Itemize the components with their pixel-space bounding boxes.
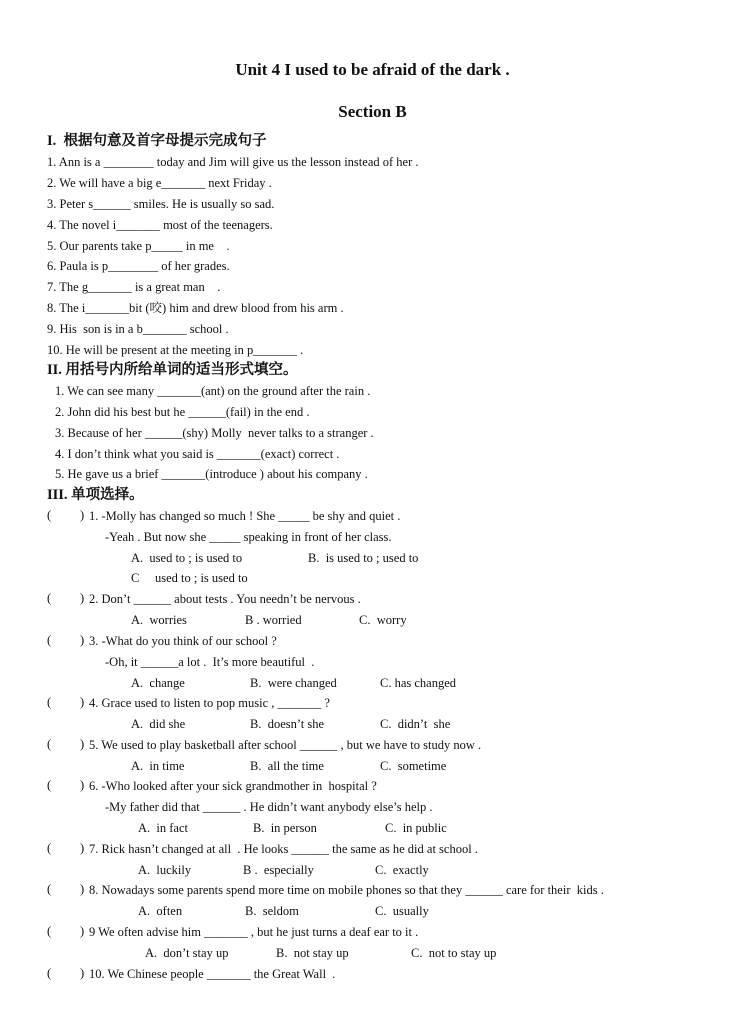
q9-option-a: A. don’t stay up (145, 946, 229, 960)
q7-option-a: A. luckily (138, 863, 192, 877)
q7-bracket-open: ( (47, 841, 52, 855)
q5-bracket-open: ( (47, 737, 52, 751)
q7-bracket-close: ) (80, 841, 85, 855)
q10-bracket-close: ) (80, 966, 85, 980)
q2-option-b: B . worried (245, 613, 302, 627)
s2-item-5: 5. He gave us a brief _______(introduce ) about his company . (55, 467, 368, 481)
q2-bracket-open: ( (47, 591, 52, 605)
section2-heading: II. 用括号内所给单词的适当形式填空。 (47, 362, 298, 378)
q4-option-b: B. doesn’t she (250, 717, 325, 731)
q5-option-b: B. all the time (250, 759, 324, 773)
q6-option-b: B. in person (253, 821, 317, 835)
q5-bracket-close: ) (80, 737, 85, 751)
q3-option-a: A. change (131, 676, 185, 690)
q4-option-c: C. didn’t she (380, 717, 451, 731)
q1-option-a: A. used to ; is used to (131, 551, 243, 565)
section1-heading: I. 根据句意及首字母提示完成句子 (47, 133, 267, 149)
q3-option-b: B. were changed (250, 676, 337, 690)
q1-bracket-close: ) (80, 508, 85, 522)
q1-option-c: C used to ; is used to (131, 571, 248, 585)
q6-bracket-open: ( (47, 778, 52, 792)
q8-bracket-close: ) (80, 882, 85, 896)
s2-item-3: 3. Because of her ______(shy) Molly never talks to a stranger . (55, 426, 374, 440)
q10-stem: 10. We Chinese people _______ the Great Wall . (89, 967, 336, 981)
s1-item-1: 1. Ann is a ________ today and Jim will give us the lesson instead of her . (47, 155, 419, 169)
page-title: Unit 4 I used to be afraid of the dark . (235, 60, 510, 79)
q6-bracket-close: ) (80, 778, 85, 792)
s1-item-6: 6. Paula is p________ of her grades. (47, 259, 230, 273)
s1-item-4: 4. The novel i_______ most of the teenagers. (47, 218, 273, 232)
q1-bracket-open: ( (47, 508, 52, 522)
q5-option-a: A. in time (131, 759, 185, 773)
q6-option-a: A. in fact (138, 821, 188, 835)
q6-option-c: C. in public (385, 821, 447, 835)
q8-bracket-open: ( (47, 882, 52, 896)
q6-stem-2: -My father did that ______ . He didn’t want anybody else’s help . (105, 800, 433, 814)
q7-option-c: C. exactly (375, 863, 429, 877)
q4-bracket-open: ( (47, 695, 52, 709)
q10-bracket-open: ( (47, 966, 52, 980)
q4-stem: 4. Grace used to listen to pop music , _______ ? (89, 696, 330, 710)
s1-item-7: 7. The g_______ is a great man . (47, 280, 221, 294)
q3-bracket-close: ) (80, 633, 85, 647)
s1-item-10: 10. He will be present at the meeting in p_______ . (47, 343, 304, 357)
q1-stem-2: -Yeah . But now she _____ speaking in front of her class. (105, 530, 392, 544)
q8-stem: 8. Nowadays some parents spend more time on mobile phones so that they ______ care for their kids . (89, 883, 604, 897)
q7-option-b: B . especially (243, 863, 314, 877)
q4-bracket-close: ) (80, 695, 85, 709)
q1-stem: 1. -Molly has changed so much ! She _____ be shy and quiet . (89, 509, 401, 523)
s1-item-5: 5. Our parents take p_____ in me . (47, 239, 230, 253)
q6-stem: 6. -Who looked after your sick grandmother in hospital ? (89, 779, 377, 793)
q4-option-a: A. did she (131, 717, 186, 731)
s1-item-3: 3. Peter s______ smiles. He is usually so sad. (47, 197, 275, 211)
q9-bracket-open: ( (47, 924, 52, 938)
q2-stem: 2. Don’t ______ about tests . You needn’t be nervous . (89, 592, 361, 606)
s2-item-4: 4. I don’t think what you said is _______(exact) correct . (55, 447, 340, 461)
q1-option-b: B. is used to ; used to (308, 551, 419, 565)
s2-item-1: 1. We can see many _______(ant) on the ground after the rain . (55, 384, 371, 398)
q3-bracket-open: ( (47, 633, 52, 647)
q8-option-b: B. seldom (245, 904, 299, 918)
q9-option-c: C. not to stay up (411, 946, 497, 960)
s1-item-9: 9. His son is in a b_______ school . (47, 322, 229, 336)
q3-stem: 3. -What do you think of our school ? (89, 634, 277, 648)
q7-stem: 7. Rick hasn’t changed at all . He looks ______ the same as he did at school . (89, 842, 478, 856)
q9-option-b: B. not stay up (276, 946, 349, 960)
q8-option-c: C. usually (375, 904, 429, 918)
q9-bracket-close: ) (80, 924, 85, 938)
q3-option-c: C. has changed (380, 676, 457, 690)
q2-bracket-close: ) (80, 591, 85, 605)
section3-heading: III. 单项选择。 (47, 487, 144, 503)
q2-option-a: A. worries (131, 613, 187, 627)
s2-item-2: 2. John did his best but he ______(fail) in the end . (55, 405, 310, 419)
s1-item-8: 8. The i_______bit (咬) him and drew blood from his arm . (47, 301, 344, 315)
section-subtitle: Section B (338, 102, 407, 121)
q9-stem: 9 We often advise him _______ , but he just turns a deaf ear to it . (89, 925, 419, 939)
q3-stem-2: -Oh, it ______a lot . It’s more beautiful . (105, 655, 315, 669)
q5-stem: 5. We used to play basketball after school ______ , but we have to study now . (89, 738, 482, 752)
q5-option-c: C. sometime (380, 759, 447, 773)
s1-item-2: 2. We will have a big e_______ next Friday . (47, 176, 272, 190)
q8-option-a: A. often (138, 904, 183, 918)
q2-option-c: C. worry (359, 613, 407, 627)
